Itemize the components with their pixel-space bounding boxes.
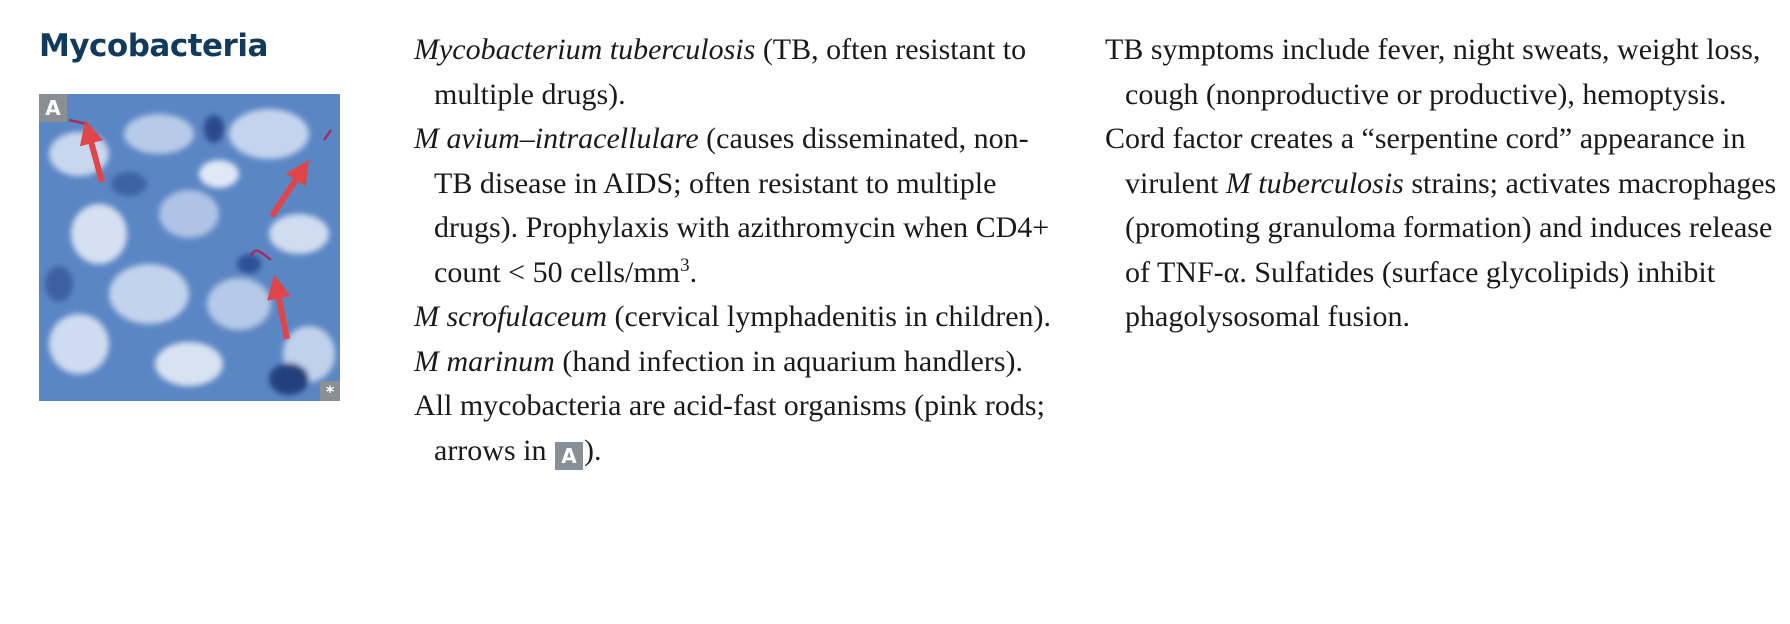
organism-name: M avium–intracellulare — [414, 122, 699, 155]
entry-text: (TB, often resistant to multiple drugs). — [434, 33, 1027, 111]
figure-reference-badge: A — [555, 442, 583, 470]
entry-text: (hand infection in aquarium handlers). — [554, 344, 1024, 378]
entry-text: TB symptoms include fever, night sweats, weight loss, cough (nonproductive or productive), hemoptysis. — [1105, 33, 1761, 111]
figure-corner-mark: * — [320, 381, 340, 401]
entry-text-end: ). — [583, 433, 602, 467]
entry-tuberculosis — [414, 28, 1064, 117]
middle-column — [414, 28, 1064, 473]
figure-label: A — [39, 94, 67, 122]
micrograph-image — [39, 94, 340, 401]
entry-text-end: . — [689, 255, 698, 289]
organism-name: M tuberculosis — [1225, 166, 1404, 200]
entry-avium — [414, 117, 1064, 295]
entry-text: All mycobacteria are acid-fast organisms (pink rods; arrows in — [414, 389, 1045, 467]
organism-name: M scrofulaceum — [414, 300, 608, 333]
right-column — [1105, 28, 1790, 340]
entry-text: strains; activates macrophages (promoting granuloma formation) and induces release of TNF-α. Sulfatides (surface glycolipids) inhibit phagolysosomal fusion. — [1125, 166, 1777, 333]
entry-symptoms — [1105, 28, 1790, 117]
entry-scrofulaceum — [414, 295, 1064, 340]
entry-cord-factor — [1105, 117, 1790, 340]
organism-name: M marinum — [414, 344, 555, 378]
micrograph-figure — [39, 94, 340, 401]
section-heading: Mycobacteria — [39, 28, 268, 64]
superscript: 3 — [680, 254, 690, 276]
entry-text: (causes disseminated, non-TB disease in AIDS; often resistant to multiple drugs). Prophylaxis with azithromycin when CD4+ count < 50 cells/mm — [434, 122, 1050, 289]
entry-text: (cervical lymphadenitis in children). — [607, 300, 1052, 333]
entry-text: Cord factor creates a “serpentine cord” appearance in virulent — [1105, 122, 1746, 200]
organism-name: Mycobacterium tuberculosis — [414, 33, 756, 66]
entry-marinum — [414, 340, 1064, 385]
entry-acid-fast — [414, 384, 1064, 473]
